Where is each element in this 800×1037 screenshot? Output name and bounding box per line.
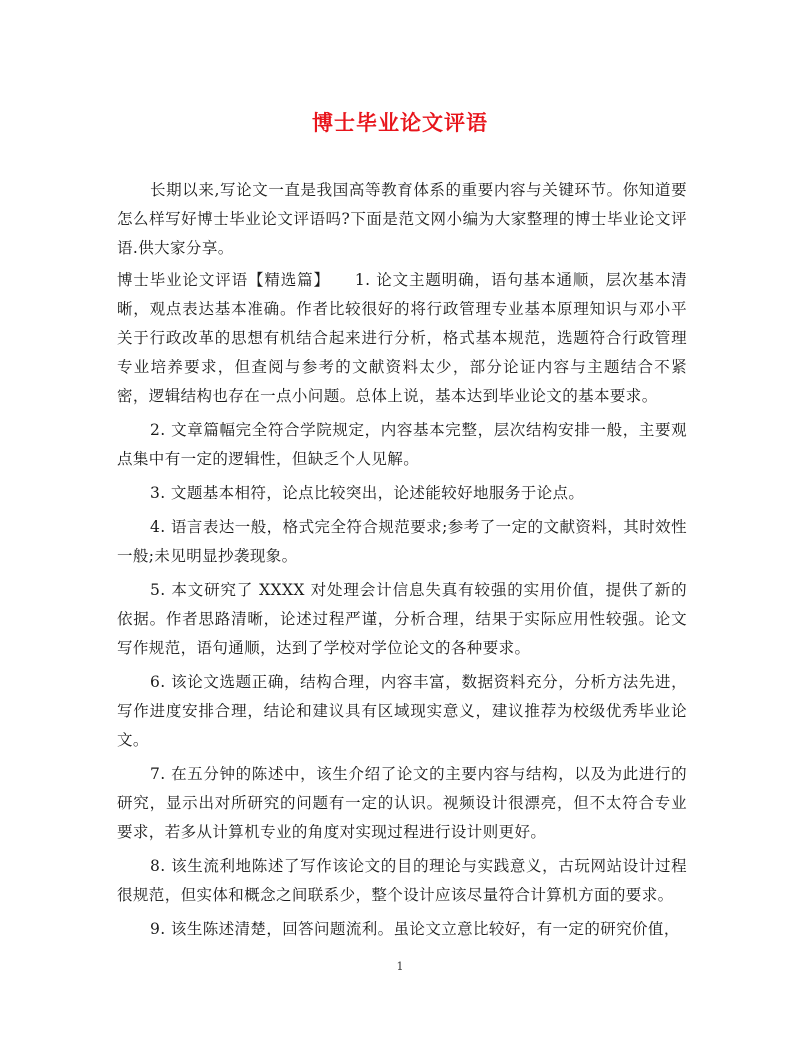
section-paragraph-1: 博士毕业论文评语【精选篇】 1. 论文主题明确，语句基本通顺，层次基本清晰，观点表达基本准确。作者比较很好的将行政管理专业基本原理知识与邓小平关于行政改革的思想有机结合起来进行分析，格式基本规范，选题符合行政管理专业培养要求，但查阅与参考的文献资料太少，部分论证内容与主题结合不紧密，逻辑结构也存在一点小问题。总体上说，基本达到毕业论文的基本要求。: [117, 271, 687, 405]
document-body: [117, 176, 687, 944]
comment-paragraph-2: 2. 文章篇幅完全符合学院规定，内容基本完整，层次结构安排一般，主要观点集中有一定的逻辑性，但缺乏个人见解。: [117, 421, 687, 468]
comment-paragraph-7: 7. 在五分钟的陈述中，该生介绍了论文的主要内容与结构，以及为此进行的研究，显示出对所研究的问题有一定的认识。视频设计很漂亮，但不太符合专业要求，若多从计算机专业的角度对实现过程进行设计则更好。: [117, 765, 687, 841]
comment-paragraph-9: 9. 该生陈述清楚，回答问题流利。虽论文立意比较好，有一定的研究价值，: [150, 920, 680, 938]
comment-paragraph-6: 6. 该论文选题正确，结构合理，内容丰富，数据资料充分，分析方法先进，写作进度安排合理，结论和建议具有区域现实意义，建议推荐为校级优秀毕业论文。: [117, 673, 687, 749]
comment-paragraph-3: 3. 文题基本相符，论点比较突出，论述能较好地服务于论点。: [150, 484, 585, 502]
intro-paragraph: 长期以来,写论文一直是我国高等教育体系的重要内容与关键环节。你知道要怎么样写好博士毕业论文评语吗?下面是范文网小编为大家整理的博士毕业论文评语.供大家分享。: [117, 181, 687, 257]
page-title: 博士毕业论文评语: [312, 110, 488, 135]
page-number: 1: [396, 960, 404, 973]
comment-paragraph-8: 8. 该生流利地陈述了写作该论文的目的理论与实践意义，古玩网站设计过程很规范，但实体和概念之间联系少，整个设计应该尽量符合计算机方面的要求。: [117, 857, 687, 904]
comment-paragraph-5: 5. 本文研究了 XXXX 对处理会计信息失真有较强的实用价值，提供了新的依据。作者思路清晰，论述过程严谨，分析合理，结果于实际应用性较强。论文写作规范，语句通顺，达到了学校对学位论文的各种要求。: [117, 581, 687, 657]
comment-paragraph-4: 4. 语言表达一般，格式完全符合规范要求;参考了一定的文献资料，其时效性一般;未见明显抄袭现象。: [117, 518, 687, 565]
